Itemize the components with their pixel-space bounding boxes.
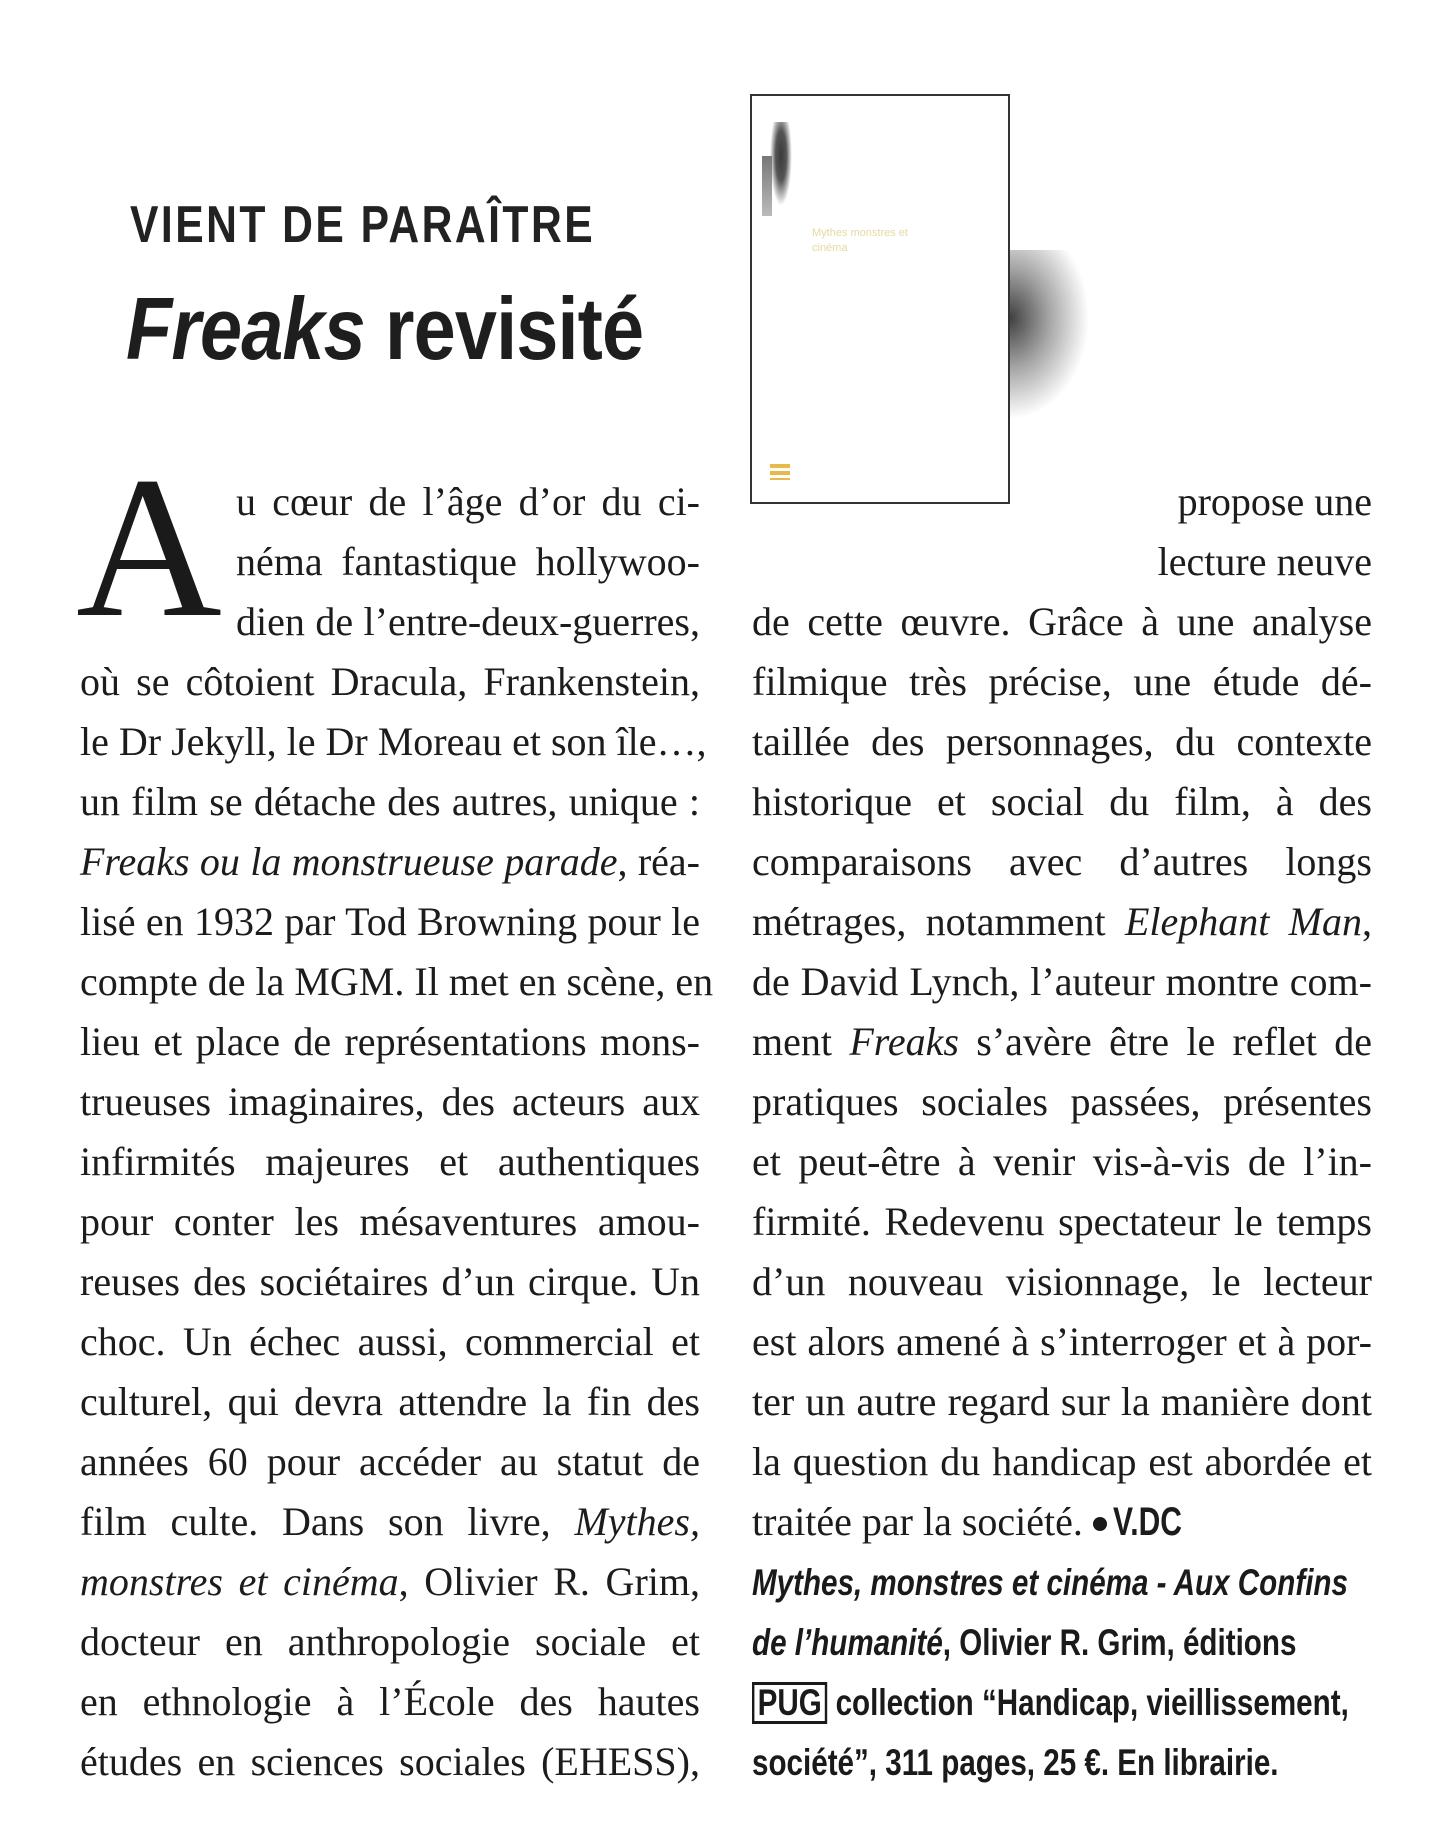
text-span: s’avère être le reflet de <box>958 1019 1373 1064</box>
text-line: propose une <box>1177 479 1372 524</box>
cover-shadow <box>1010 250 1090 420</box>
text-line: et peut-être à venir vis-à-vis de l’in- <box>752 1139 1372 1184</box>
text-line: néma fantastique hollywoo- <box>236 539 700 584</box>
film-title: Freaks ou la monstrueuse parade <box>80 839 618 884</box>
cover-figure-shadow <box>762 156 772 216</box>
text-span: ment <box>752 1019 850 1064</box>
text-line: études en sciences sociales (EHESS), <box>80 1739 700 1784</box>
text-line: lieu et place de représentations mons- <box>80 1019 700 1064</box>
text-line: trueuses imaginaires, des acteurs aux <box>80 1079 700 1124</box>
text-line: de David Lynch, l’auteur montre com- <box>752 959 1372 1004</box>
text-line: lisé en 1932 par Tod Browning pour le <box>80 899 700 944</box>
article-title <box>126 278 643 380</box>
text-line: infirmités majeures et authentiques <box>80 1139 700 1184</box>
text-line: dien de l’entre-deux-guerres, <box>236 599 700 644</box>
book-info-line <box>752 1562 1348 1604</box>
text-span: , réa- <box>617 839 701 884</box>
text-line <box>752 1492 1205 1553</box>
text-line: un film se détache des autres, unique : <box>80 779 700 824</box>
text-line: années 60 pour accéder au statut de <box>80 1439 700 1484</box>
text-line: la question du handicap est abordée et <box>752 1439 1372 1484</box>
author-signature: V.DC <box>1112 1500 1182 1544</box>
text-line: taillée des personnages, du contexte <box>752 719 1372 764</box>
text-line: docteur en anthropologie sociale et <box>80 1619 700 1664</box>
text-line: ter un autre regard sur la manière dont <box>752 1379 1372 1424</box>
text-line: pour conter les mésaventures amou- <box>80 1199 700 1244</box>
text-line: est alors amené à s’interroger et à por- <box>752 1319 1372 1364</box>
film-title: Freaks <box>849 1019 959 1064</box>
book-collection: collection “Handicap, vieillissement, <box>827 1682 1349 1723</box>
text-line: pratiques sociales passées, présentes <box>752 1079 1372 1124</box>
book-title-ref: monstres et cinéma <box>80 1559 399 1604</box>
text-line: compte de la MGM. Il met en scène, en <box>80 959 714 1004</box>
cover-figure <box>770 122 792 206</box>
text-line: en ethnologie à l’École des hautes <box>80 1679 700 1724</box>
text-line: u cœur de l’âge d’or du ci- <box>236 479 700 524</box>
text-line <box>752 892 1372 953</box>
film-title: Elephant Man <box>1124 899 1362 944</box>
title-italic: Freaks <box>126 279 365 378</box>
book-title-cont: de l’humanité <box>752 1622 943 1663</box>
drop-cap: A <box>76 435 222 659</box>
text-line: reuses des sociétaires d’un cirque. Un <box>80 1259 700 1304</box>
text-line: lecture neuve <box>1157 539 1372 584</box>
book-cover-image <box>750 94 1010 504</box>
book-info-line: société”, 311 pages, 25 €. En librairie. <box>752 1742 1279 1783</box>
text-line: historique et social du film, à des <box>752 779 1372 824</box>
text-line: choc. Un échec aussi, commercial et <box>80 1319 700 1364</box>
text-line <box>752 1012 1372 1073</box>
text-line <box>80 832 700 893</box>
text-span: traitée par la société. <box>752 1499 1083 1544</box>
text-span: , <box>1362 899 1372 944</box>
section-kicker: VIENT DE PARAÎTRE <box>130 196 596 254</box>
text-line: comparaisons avec d’autres longs <box>752 839 1372 884</box>
text-span: film culte. Dans son livre, <box>80 1499 575 1544</box>
publisher-logo: PUG <box>752 1682 827 1724</box>
text-line: culturel, qui devra attendre la fin des <box>80 1379 700 1424</box>
title-rest: revisité <box>364 279 644 378</box>
text-line <box>80 1492 700 1553</box>
book-title: Mythes, monstres et cinéma - Aux Confins <box>752 1562 1348 1603</box>
text-line: firmité. Redevenu spectateur le temps <box>752 1199 1372 1244</box>
book-info-line <box>752 1682 1349 1724</box>
text-line: le Dr Jekyll, le Dr Moreau et son île…, <box>80 719 707 764</box>
book-info-line <box>752 1622 1296 1664</box>
bullet-dot <box>1093 1517 1107 1531</box>
publisher-logo-mark <box>770 464 790 480</box>
text-span: métrages, notamment <box>752 899 1125 944</box>
book-title-ref: Mythes, <box>574 1499 700 1544</box>
cover-title: Mythes monstres et cinéma <box>812 227 908 254</box>
text-line: d’un nouveau visionnage, le lecteur <box>752 1259 1372 1304</box>
text-line: où se côtoient Dracula, Frankenstein, <box>80 659 700 704</box>
book-author-publisher: , Olivier R. Grim, éditions <box>942 1622 1297 1663</box>
text-span: , Olivier R. Grim, <box>398 1559 700 1604</box>
text-line: filmique très précise, une étude dé- <box>752 659 1372 704</box>
text-line <box>80 1552 700 1613</box>
text-line: de cette œuvre. Grâce à une analyse <box>752 599 1372 644</box>
